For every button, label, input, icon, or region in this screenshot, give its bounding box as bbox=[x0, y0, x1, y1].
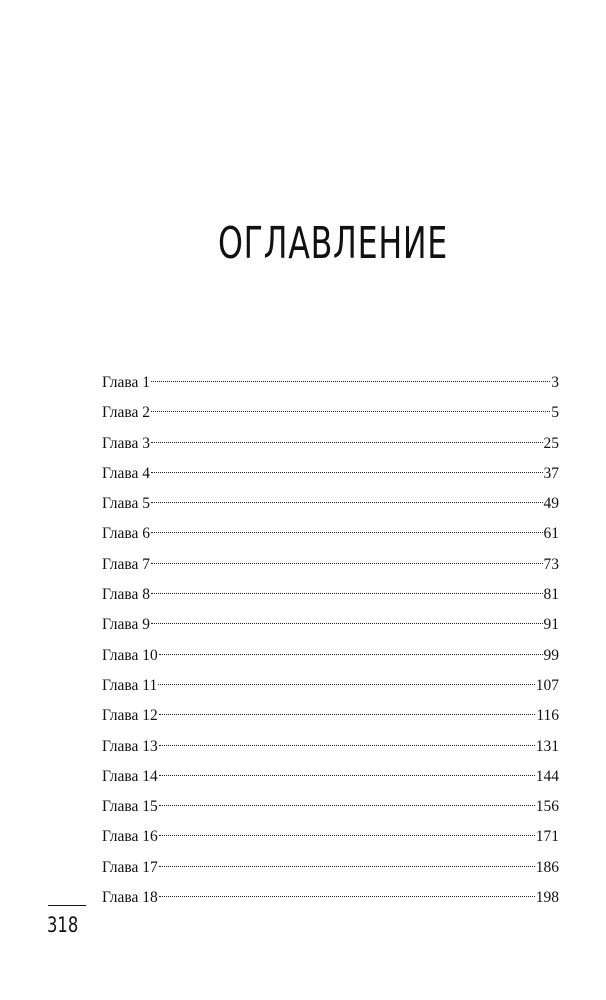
toc-entry-page-number: 156 bbox=[535, 798, 559, 816]
toc-entry-page-number: 49 bbox=[543, 495, 559, 513]
toc-entry bbox=[102, 610, 559, 640]
toc-entry bbox=[102, 822, 559, 852]
toc-entry bbox=[102, 429, 559, 459]
toc-entry-label: Глава 9 bbox=[102, 616, 151, 634]
dot-leader bbox=[151, 623, 542, 624]
toc-entry bbox=[102, 489, 559, 519]
toc-entry-page-number: 131 bbox=[535, 737, 559, 755]
page-title: ОГЛАВЛЕНИЕ bbox=[217, 218, 449, 269]
toc-entry-label: Глава 13 bbox=[102, 737, 158, 755]
toc-entry-page-number: 25 bbox=[543, 434, 559, 452]
toc-entry-label: Глава 17 bbox=[102, 858, 158, 876]
toc-entry-page-number: 81 bbox=[543, 586, 559, 604]
dot-leader bbox=[159, 805, 535, 806]
toc-entry bbox=[102, 641, 559, 671]
footer-rule bbox=[48, 905, 86, 906]
toc-entry-page-number: 144 bbox=[535, 767, 559, 785]
toc-entry-label: Глава 1 bbox=[102, 374, 151, 391]
dot-leader bbox=[151, 532, 542, 533]
toc-entry bbox=[102, 368, 559, 398]
dot-leader bbox=[159, 896, 535, 897]
toc-entry-label: Глава 2 bbox=[102, 404, 151, 422]
dot-leader bbox=[151, 593, 542, 594]
dot-leader bbox=[151, 381, 550, 382]
toc-entry-label: Глава 11 bbox=[102, 676, 158, 694]
toc-entry bbox=[102, 398, 559, 428]
toc-entry-label: Глава 10 bbox=[102, 646, 158, 664]
toc-entry-page-number: 61 bbox=[543, 525, 559, 543]
toc-entry-label: Глава 6 bbox=[102, 525, 151, 543]
toc-entry-label: Глава 16 bbox=[102, 828, 158, 846]
toc-entry bbox=[102, 792, 559, 822]
toc-entry bbox=[102, 762, 559, 792]
dot-leader bbox=[151, 442, 542, 443]
toc-entry-page-number: 3 bbox=[551, 374, 559, 391]
dot-leader bbox=[151, 472, 542, 473]
toc-entry-page-number: 91 bbox=[543, 616, 559, 634]
toc-entry-page-number: 116 bbox=[536, 707, 559, 725]
dot-leader bbox=[159, 835, 535, 836]
toc-entry bbox=[102, 671, 559, 701]
dot-leader bbox=[158, 684, 535, 685]
toc-entry-label: Глава 4 bbox=[102, 464, 151, 482]
toc-entry-label: Глава 5 bbox=[102, 495, 151, 513]
toc-entry-page-number: 73 bbox=[543, 555, 559, 573]
toc-entry-label: Глава 3 bbox=[102, 434, 151, 452]
toc-entry-label: Глава 14 bbox=[102, 767, 158, 785]
toc-entry bbox=[102, 732, 559, 762]
toc-entry-label: Глава 18 bbox=[102, 889, 158, 907]
toc-entry bbox=[102, 519, 559, 549]
toc-entry bbox=[102, 883, 559, 913]
toc-entry-page-number: 5 bbox=[551, 404, 559, 422]
dot-leader bbox=[159, 654, 543, 655]
toc-entry-label: Глава 12 bbox=[102, 707, 158, 725]
toc-entry-page-number: 186 bbox=[535, 858, 559, 876]
dot-leader bbox=[159, 775, 535, 776]
toc-entry-page-number: 99 bbox=[543, 646, 559, 664]
dot-leader bbox=[151, 411, 550, 412]
toc-entry-label: Глава 15 bbox=[102, 798, 158, 816]
dot-leader bbox=[159, 866, 535, 867]
toc-entry bbox=[102, 701, 559, 731]
toc-entry-page-number: 171 bbox=[535, 828, 559, 846]
toc-entry bbox=[102, 459, 559, 489]
toc-entry-page-number: 198 bbox=[535, 889, 559, 907]
table-of-contents bbox=[102, 368, 559, 913]
toc-entry bbox=[102, 853, 559, 883]
toc-entry-label: Глава 7 bbox=[102, 555, 151, 573]
dot-leader bbox=[159, 745, 535, 746]
dot-leader bbox=[159, 714, 536, 715]
toc-entry-page-number: 107 bbox=[535, 676, 559, 694]
toc-entry-page-number: 37 bbox=[543, 464, 559, 482]
toc-entry bbox=[102, 580, 559, 610]
dot-leader bbox=[151, 563, 542, 564]
page-number: 318 bbox=[47, 913, 79, 937]
dot-leader bbox=[151, 502, 542, 503]
toc-entry bbox=[102, 550, 559, 580]
toc-entry-label: Глава 8 bbox=[102, 586, 151, 604]
